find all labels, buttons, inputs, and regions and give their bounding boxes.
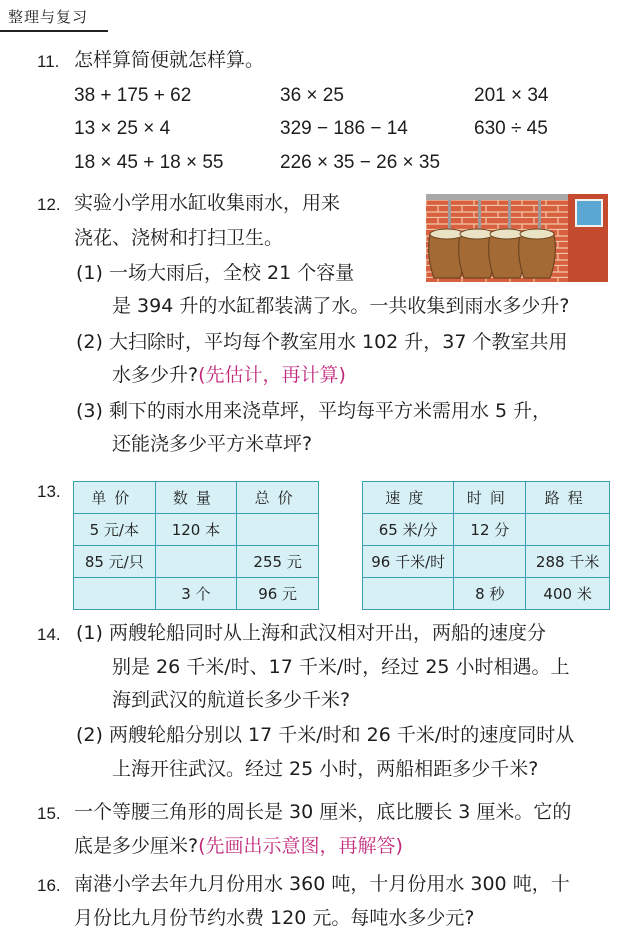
q15-hint: (先画出示意图，再解答) [198,835,403,857]
q11-expr-2: 36 × 25 [280,85,344,106]
q15-line2 [74,834,403,858]
q12-intro-line1: 实验小学用水缸收集雨水，用来 [74,192,341,214]
q11-expr-3: 201 × 34 [474,85,549,106]
q12-number: 12. [37,195,61,214]
q12-part3-line2: 还能浇多少平方米草坪? [112,433,313,455]
table1-cell: 3 个 [155,578,237,610]
q16-line2: 月份比九月份节约水费 120 元。每吨水多少元? [74,907,475,929]
q12-intro-line2: 浇花、浇树和打扫卫生。 [74,227,284,249]
table1-cell: 96 元 [237,578,319,610]
section-title: 整理与复习 [8,8,89,26]
q15-text: 底是多少厘米? [74,835,199,857]
table1-header-unit-price: 单价 [74,482,156,514]
table1-cell: 255 元 [237,546,319,578]
table2-cell: 96 千米/时 [363,546,454,578]
header-underline [0,30,108,32]
q11-expr-8: 226 × 35 − 26 × 35 [280,152,441,173]
q14-part1-line2: 别是 26 千米/时、17 千米/时，经过 25 小时相遇。上 [112,656,570,678]
q11-expr-7: 18 × 45 + 18 × 55 [74,152,224,173]
table1-cell: 85 元/只 [74,546,156,578]
q14-part2-line1: (2) 两艘轮船分别以 17 千米/时和 26 千米/时的速度同时从 [76,724,575,746]
q14-part1-line3: 海到武汉的航道长多少千米? [112,689,351,711]
q12-part2-line2 [112,363,346,387]
q15-line1: 一个等腰三角形的周长是 30 厘米，底比腰长 3 厘米。它的 [74,801,572,823]
q11-text: 怎样算简便就怎样算。 [74,49,265,71]
q14-number: 14. [37,625,61,644]
q12-part2-line1: (2) 大扫除时，平均每个教室用水 102 升，37 个教室共用 [76,331,568,353]
q14-part2-line2: 上海开往武汉。经过 25 小时，两船相距多少千米? [112,758,539,780]
speed-time-distance-table [362,481,610,610]
table1-header-total: 总价 [237,482,319,514]
table2-header-distance: 路程 [526,482,610,514]
q11-expr-6: 630 ÷ 45 [474,118,548,139]
q16-number: 16. [37,876,61,895]
table1-cell [237,514,319,546]
table1-header-quantity: 数量 [155,482,237,514]
table1-cell [155,546,237,578]
q11-expr-5: 329 − 186 − 14 [280,118,408,139]
q11-number: 11. [37,52,60,71]
table1-cell [74,578,156,610]
q12-part1-line1: (1) 一场大雨后，全校 21 个容量 [76,262,355,284]
table1-cell: 5 元/本 [74,514,156,546]
q11-expr-4: 13 × 25 × 4 [74,118,171,139]
section-header [0,0,110,36]
q12-part2-text: 水多少升? [112,364,199,386]
water-tank-illustration [426,194,608,282]
table2-cell: 288 千米 [526,546,610,578]
table2-cell: 8 秒 [454,578,526,610]
q12-part1-line2: 是 394 升的水缸都装满了水。一共收集到雨水多少升? [112,295,570,317]
table2-header-time: 时间 [454,482,526,514]
q13-number: 13. [37,482,61,501]
table2-cell [526,514,610,546]
q11-expr-1: 38 + 175 + 62 [74,85,192,106]
table2-header-speed: 速度 [363,482,454,514]
table1-cell: 120 本 [155,514,237,546]
table2-cell: 400 米 [526,578,610,610]
table2-cell: 12 分 [454,514,526,546]
table2-cell: 65 米/分 [363,514,454,546]
q16-line1: 南港小学去年九月份用水 360 吨，十月份用水 300 吨，十 [74,873,570,895]
table2-cell [363,578,454,610]
q12-part3-line1: (3) 剩下的雨水用来浇草坪，平均每平方米需用水 5 升， [76,400,552,422]
q14-part1-line1: (1) 两艘轮船同时从上海和武汉相对开出，两船的速度分 [76,622,546,644]
price-quantity-table [73,481,319,610]
q12-part2-hint: (先估计，再计算) [198,364,346,386]
q15-number: 15. [37,804,61,823]
table2-cell [454,546,526,578]
